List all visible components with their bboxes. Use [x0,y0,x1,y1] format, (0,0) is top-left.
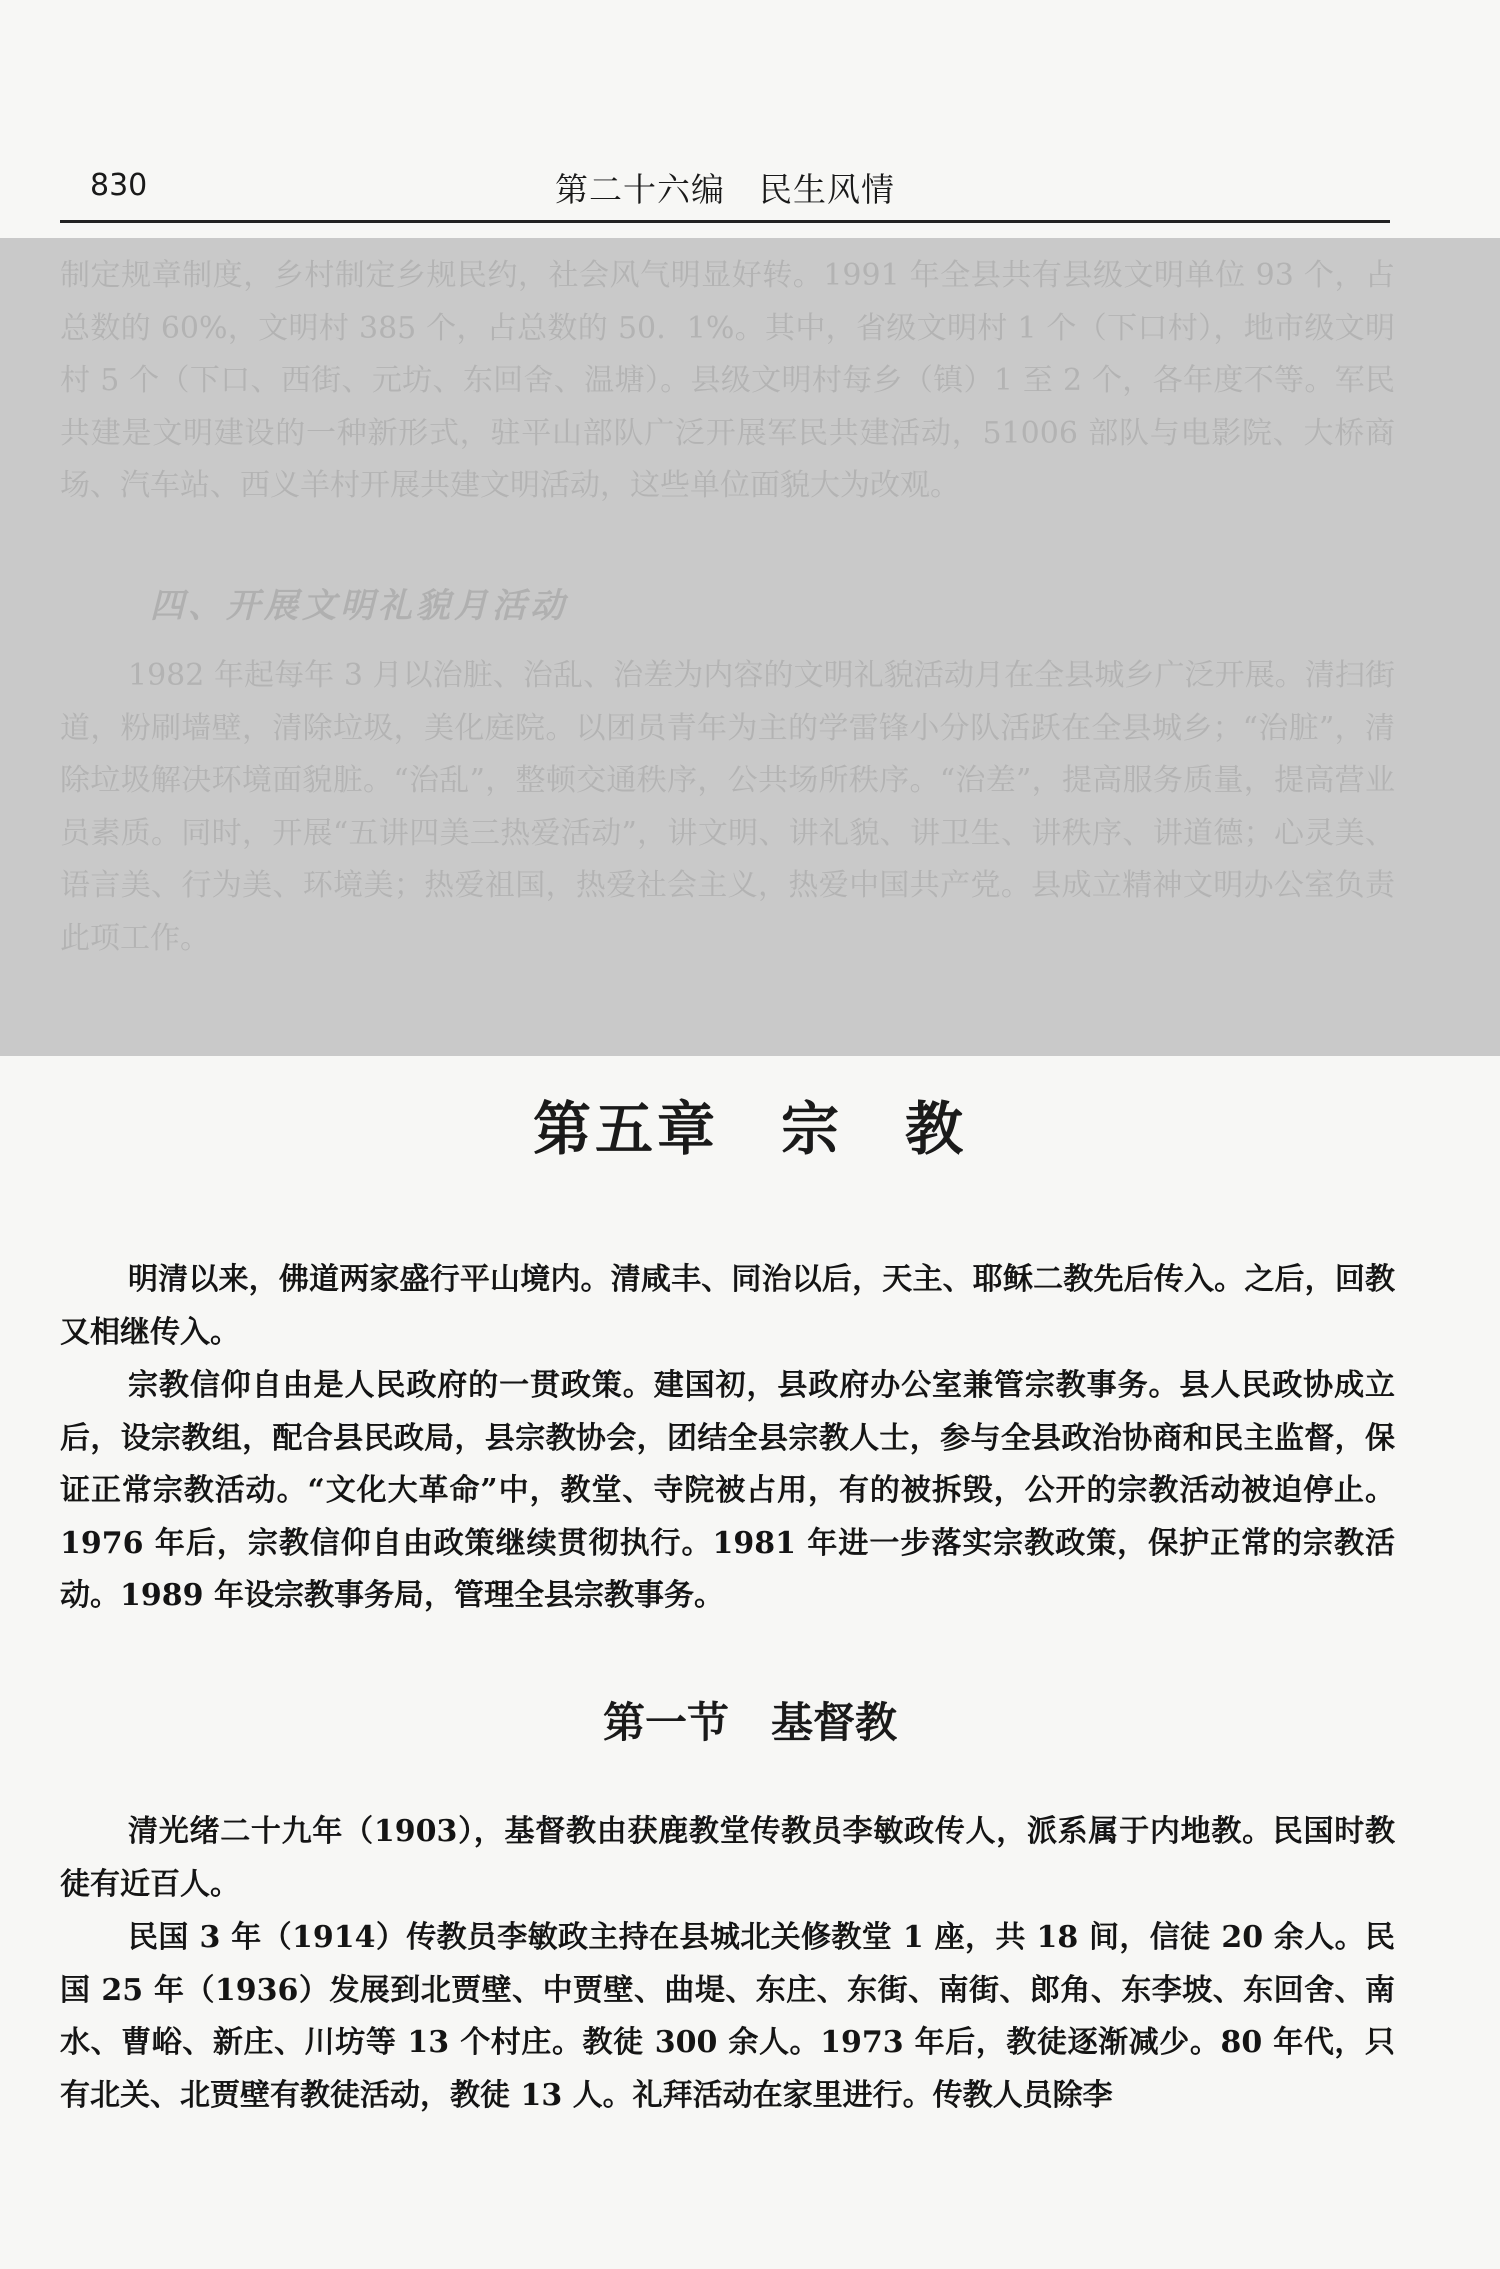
chapter-paragraph-1: 明清以来，佛道两家盛行平山境内。清咸丰、同治以后，天主、耶稣二教先后传入。之后，回教又相继传入。 [60,1262,1395,1350]
chapter-title: 第五章 宗 教 [532,1095,967,1163]
faded-paragraph-1: 制定规章制度，乡村制定乡规民约，社会风气明显好转。1991 年全县共有县级文明单位 93 个，占总数的 60%，文明村 385 个，占总数的 50．1%。其中，省级文明村 1 个（下口村），地市级文明村 5 个（下口、西街、元坊、东回舍、温塘）。县级文明村每乡（镇）1 至 2 个，各年度不等。军民共建是文明建设的一种新形式，驻平山部队广泛开展军民共建活动，51006 部队与电影院、大桥商场、汽车站、西义羊村开展共建文明活动，这些单位面貌大为改观。 [60,258,1395,503]
chapter-paragraph-2: 宗教信仰自由是人民政府的一贯政策。建国初，县政府办公室兼管宗教事务。县人民政协成立后，设宗教组，配合县民政局，县宗教协会，团结全县宗教人士，参与全县政治协商和民主监督，保证正常宗教活动。“文化大革命”中，教堂、寺院被占用，有的被拆毁，公开的宗教活动被迫停止。1976 年后，宗教信仰自由政策继续贯彻执行。1981 年进一步落实宗教政策，保护正常的宗教活动。1989 年设宗教事务局，管理全县宗教事务。 [60,1368,1395,1613]
section-paragraph-2: 民国 3 年（1914）传教员李敏政主持在县城北关修教堂 1 座，共 18 间，信徒 20 余人。民国 25 年（1936）发展到北贾壁、中贾壁、曲堤、东庄、东街、南街、郎角、东李坡、东回舍、南水、曹峪、新庄、川坊等 13 个村庄。教徒 300 余人。1973 年后，教徒逐渐减少。80 年代，只有北关、北贾壁有教徒活动，教徒 13 人。礼拜活动在家里进行。传教人员除李 [60,1920,1395,2113]
page-number: 830 [90,168,148,203]
running-title: 第二十六编 民生风情 [555,170,895,209]
section-title: 第一节 基督教 [602,1698,897,1747]
faded-subheading: 四、开展文明礼貌月活动 [150,586,568,626]
faded-paragraph-2: 1982 年起每年 3 月以治脏、治乱、治差为内容的文明礼貌活动月在全县城乡广泛开展。清扫街道，粉刷墙壁，清除垃圾，美化庭院。以团员青年为主的学雷锋小分队活跃在全县城乡；“治脏”，清除垃圾解决环境面貌脏。“治乱”，整顿交通秩序，公共场所秩序。“治差”，提高服务质量，提高营业员素质。同时，开展“五讲四美三热爱活动”，讲文明、讲礼貌、讲卫生、讲秩序、讲道德；心灵美、语言美、行为美、环境美；热爱祖国，热爱社会主义，热爱中国共产党。县成立精神文明办公室负责此项工作。 [60,658,1395,956]
page-header [60,150,1390,223]
section-paragraph-1: 清光绪二十九年（1903），基督教由获鹿教堂传教员李敏政传人，派系属于内地教。民国时教徒有近百人。 [60,1814,1395,1902]
